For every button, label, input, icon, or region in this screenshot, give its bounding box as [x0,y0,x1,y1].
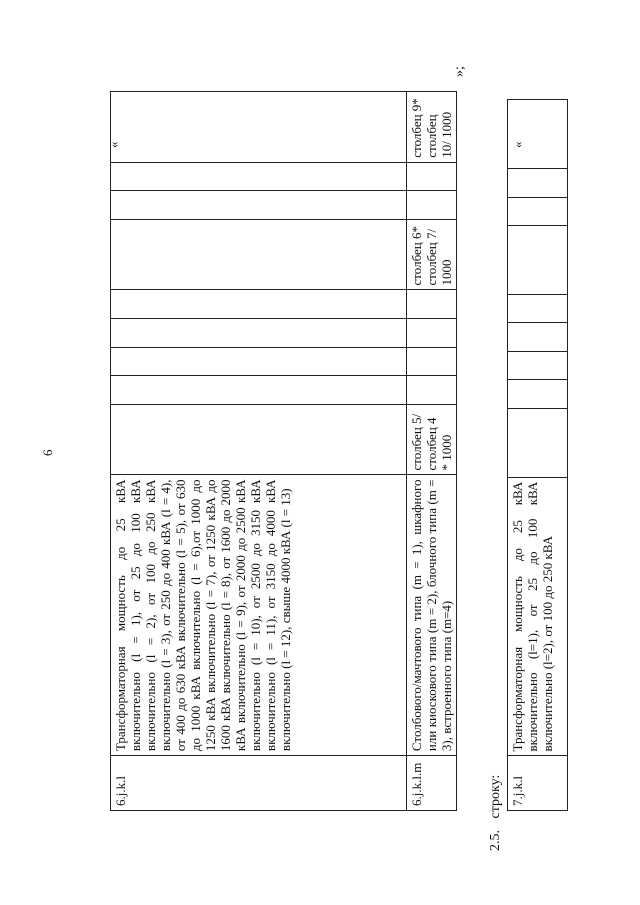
page-number: 6 [40,449,55,456]
formula-cell [111,92,407,163]
formula-cell: столбец 6* столбец 7/ 1000 [407,219,457,290]
empty-cell [111,319,407,348]
empty-cell [111,347,407,376]
empty-cell [111,376,407,405]
tariff-table-continued [507,99,568,811]
row-code: 7.j.k.l [508,756,568,811]
empty-cell [407,319,457,348]
empty-cell [508,323,568,351]
opening-quote-mark: « [106,141,121,148]
empty-cell [508,169,568,197]
empty-cell [407,162,457,191]
row-description: Трансформаторная мощность до 25 кВА включительно (l=1), от 25 до 100 кВА включительно (l=2), от 100 до 250 кВА [508,477,568,756]
table-row [407,92,457,811]
opening-quote-mark: « [510,141,525,148]
empty-cell [508,351,568,379]
empty-cell [111,162,407,191]
formula-cell [111,404,407,475]
row-description: Трансформаторная мощность до 25 кВА включительно (l = 1), от 25 до 100 кВА включительно (l = 2), от 100 до 250 кВА включительно (l = 3), от 250 до 400 кВА (l = 4), от 400 до 630 кВА включительно (l = 5), от 630 до 1000 кВА включительно (l = 6),от 1000 до 1250 кВА включительно (l = 7), от 1250 кВА до 1600 кВА включительно (l = 8), от 1600 до 2000 кВА включительно (l = 9), от 2000 до 2500 кВА включительно (l = 10), от 2500 до 3150 кВА включительно (l = 11), от 3150 до 4000 кВА включительно (l = 12), свыше 4000 кВА (l = 13) [111,475,407,756]
empty-cell [508,197,568,225]
empty-cell [111,290,407,319]
formula-cell: столбец 9* столбец 10/ 1000 [407,92,457,163]
section-text: строку: [488,774,503,819]
empty-cell [111,191,407,220]
empty-cell [508,295,568,323]
empty-cell [407,191,457,220]
empty-cell [508,380,568,408]
section-number: 2.5. [488,830,503,851]
empty-cell [508,408,568,477]
section-heading [488,767,504,851]
empty-cell [508,100,568,169]
empty-cell [407,290,457,319]
row-description: Столбового/мачтового типа (m = 1), шкафного или киоскового типа (m = 2), блочного типа (m = 3), встроенного типа (m=4) [407,475,457,756]
empty-cell [407,347,457,376]
row-code: 6.j.k.l [111,756,407,811]
empty-cell [407,376,457,405]
formula-cell [111,219,407,290]
row-code: 6.j.k.l.m [407,756,457,811]
table-row [111,92,407,811]
closing-quote-mark: »; [452,66,467,77]
formula-cell: столбец 5/ столбец 4 * 1000 [407,404,457,475]
empty-cell [508,225,568,294]
table-row [508,100,568,811]
tariff-table [110,91,457,811]
